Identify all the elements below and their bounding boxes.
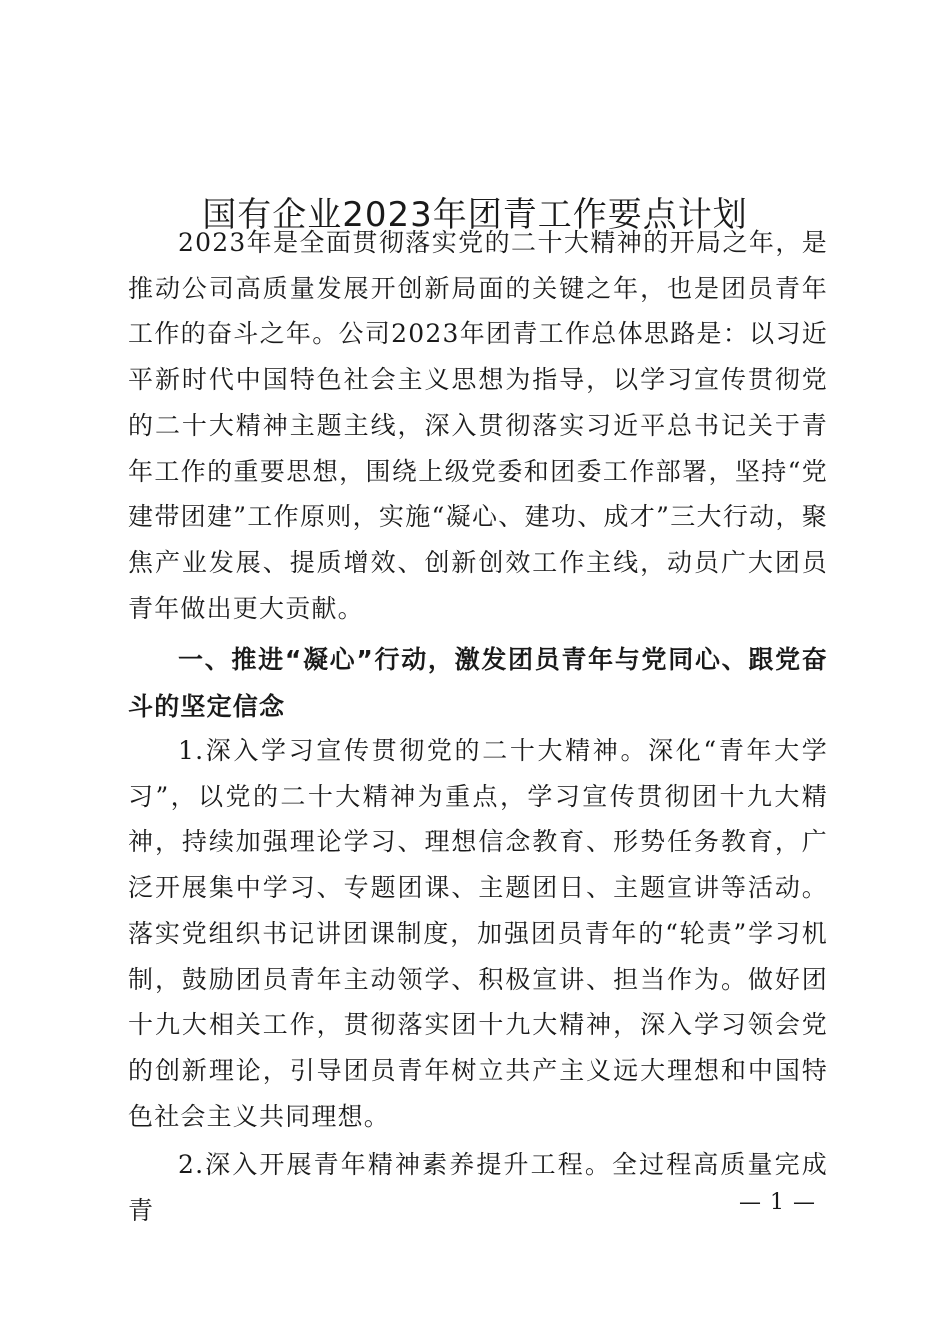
item-paragraph-1: 1.深入学习宣传贯彻党的二十大精神。深化“青年大学习”，以党的二十大精神为重点，学习宣传贯彻团十九大精神，持续加强理论学习、理想信念教育、形势任务教育，广泛开展集中学习、专题团课、主题团日、主题宣讲等活动。落实党组织书记讲团课制度，加强团员青年的“轮责”学习机制，鼓励团员青年主动领学、积极宣讲、担当作为。做好团十九大相关工作，贯彻落实团十九大精神，深入学习领会党的创新理论，引导团员青年树立共产主义远大理想和中国特色社会主义共同理想。 [128, 736, 828, 1131]
section-heading-1: 一、推进“凝心”行动，激发团员青年与党同心、跟党奋斗的坚定信念 [128, 645, 828, 721]
intro-paragraph: 2023年是全面贯彻落实党的二十大精神的开局之年，是推动公司高质量发展开创新局面的关键之年，也是团员青年工作的奋斗之年。公司2023年团青工作总体思路是：以习近平新时代中国特色社会主义思想为指导，以学习宣传贯彻党的二十大精神主题主线，深入贯彻落实习近平总书记关于青年工作的重要思想，围绕上级党委和团委工作部署，坚持“党建带团建”工作原则，实施“凝心、建功、成才”三大行动，聚焦产业发展、提质增效、创新创效工作主线，动员广大团员青年做出更大贡献。 [128, 228, 828, 623]
item-paragraph-2: 2.深入开展青年精神素养提升工程。全过程高质量完成青 [128, 1150, 828, 1225]
document-title: 国有企业2023年团青工作要点计划 [202, 194, 748, 235]
page-number: — 1 — [739, 1190, 816, 1215]
